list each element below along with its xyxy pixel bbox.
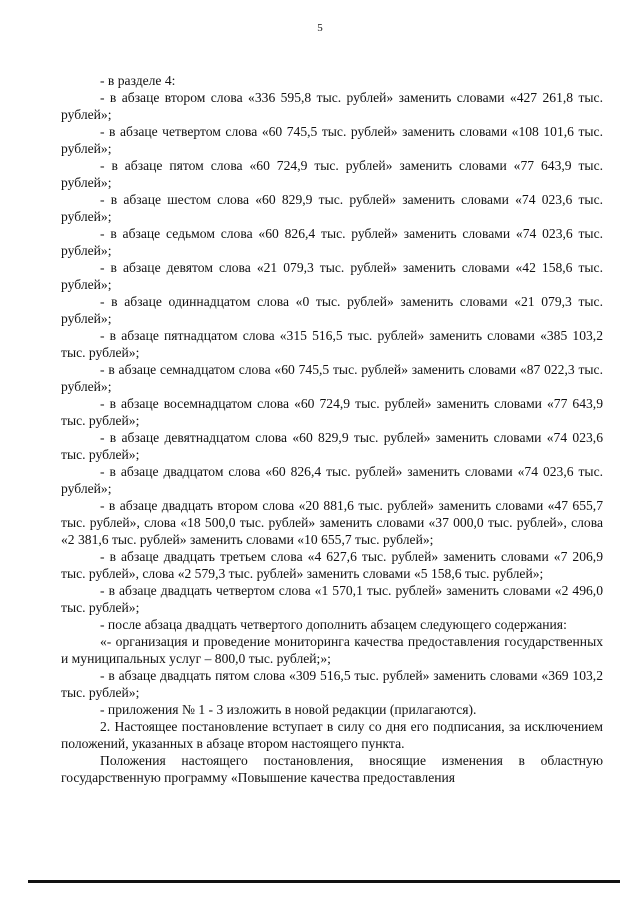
paragraph: - в абзаце семнадцатом слова «60 745,5 тыс. рублей» заменить словами «87 022,3 тыс. рублей»; <box>61 362 603 394</box>
paragraph: - в абзаце пятом слова «60 724,9 тыс. рублей» заменить словами «77 643,9 тыс. рублей»; <box>61 158 603 190</box>
paragraph: - в абзаце двадцать третьем слова «4 627,6 тыс. рублей» заменить словами «7 206,9 тыс. рублей», слова «2 579,3 тыс. рублей» заменить словами «5 158,6 тыс. рублей»; <box>61 549 603 581</box>
paragraph: - приложения № 1 - 3 изложить в новой редакции (прилагаются). <box>100 702 477 717</box>
paragraph: Положения настоящего постановления, вносящие изменения в областную государственную программу «Повышение качества предоставления <box>61 753 603 785</box>
paragraph: - после абзаца двадцать четвертого дополнить абзацем следующего содержания: <box>100 617 567 632</box>
paragraph: - в абзаце девятом слова «21 079,3 тыс. рублей» заменить словами «42 158,6 тыс. рублей»; <box>61 260 603 292</box>
paragraph: - в абзаце двадцать пятом слова «309 516,5 тыс. рублей» заменить словами «369 103,2 тыс. рублей»; <box>61 668 603 700</box>
paragraph: - в абзаце двадцать втором слова «20 881,6 тыс. рублей» заменить словами «47 655,7 тыс. рублей», слова «18 500,0 тыс. рублей» заменить словами «37 000,0 тыс. рублей», слова «2 381,6 тыс. рублей» заменить словами «10 655,7 тыс. рублей»; <box>61 498 603 547</box>
paragraph: - в абзаце восемнадцатом слова «60 724,9 тыс. рублей» заменить словами «77 643,9 тыс. рублей»; <box>61 396 603 428</box>
paragraph: - в абзаце двадцать четвертом слова «1 570,1 тыс. рублей» заменить словами «2 496,0 тыс. рублей»; <box>61 583 603 615</box>
paragraph: - в абзаце шестом слова «60 829,9 тыс. рублей» заменить словами «74 023,6 тыс. рублей»; <box>61 192 603 224</box>
paragraph: - в абзаце девятнадцатом слова «60 829,9 тыс. рублей» заменить словами «74 023,6 тыс. рублей»; <box>61 430 603 462</box>
paragraph: «- организация и проведение мониторинга качества предоставления государственных и муниципальных услуг – 800,0 тыс. рублей;»; <box>61 634 603 666</box>
paragraph: 2. Настоящее постановление вступает в силу со дня его подписания, за исключением положений, указанных в абзаце втором настоящего пункта. <box>61 719 603 751</box>
paragraph: - в абзаце втором слова «336 595,8 тыс. рублей» заменить словами «427 261,8 тыс. рублей»; <box>61 90 603 122</box>
paragraph: - в абзаце пятнадцатом слова «315 516,5 тыс. рублей» заменить словами «385 103,2 тыс. рублей»; <box>61 328 603 360</box>
paragraph: - в абзаце четвертом слова «60 745,5 тыс. рублей» заменить словами «108 101,6 тыс. рублей»; <box>61 124 603 156</box>
page-number: 5 <box>317 22 323 34</box>
paragraph: - в разделе 4: <box>100 73 176 88</box>
bottom-rule <box>28 880 620 883</box>
document-body <box>61 72 603 786</box>
paragraph: - в абзаце двадцатом слова «60 826,4 тыс. рублей» заменить словами «74 023,6 тыс. рублей»; <box>61 464 603 496</box>
paragraph: - в абзаце седьмом слова «60 826,4 тыс. рублей» заменить словами «74 023,6 тыс. рублей»; <box>61 226 603 258</box>
paragraph: - в абзаце одиннадцатом слова «0 тыс. рублей» заменить словами «21 079,3 тыс. рублей»; <box>61 294 603 326</box>
